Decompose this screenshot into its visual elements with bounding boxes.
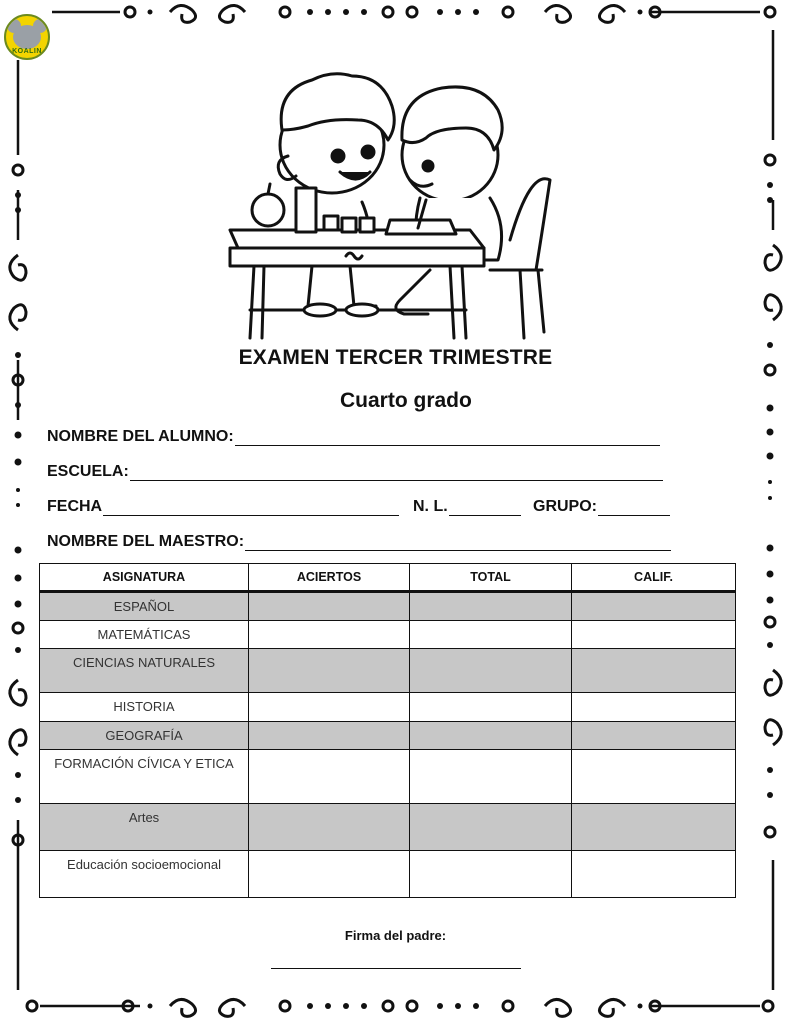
- subject-cell: Educación socioemocional: [40, 851, 249, 898]
- subject-cell: HISTORIA: [40, 693, 249, 722]
- koala-icon: [13, 25, 41, 49]
- total-cell[interactable]: [410, 649, 572, 693]
- school-line[interactable]: [130, 464, 663, 481]
- aciertos-cell[interactable]: [249, 649, 410, 693]
- table-row: [40, 621, 736, 649]
- list-number-line[interactable]: [449, 499, 521, 516]
- subject-cell: CIENCIAS NATURALES: [40, 649, 249, 693]
- total-cell[interactable]: [410, 851, 572, 898]
- table-header-row: [40, 564, 736, 592]
- aciertos-cell[interactable]: [249, 621, 410, 649]
- parent-signature-line[interactable]: [271, 968, 521, 969]
- aciertos-cell[interactable]: [249, 750, 410, 804]
- date-label: FECHA: [47, 498, 103, 515]
- aciertos-cell[interactable]: [249, 592, 410, 621]
- calif-cell[interactable]: [572, 804, 736, 851]
- table-row: [40, 693, 736, 722]
- school-label: ESCUELA:: [47, 463, 129, 480]
- teacher-name-field[interactable]: [47, 533, 671, 551]
- total-cell[interactable]: [410, 693, 572, 722]
- table-row: [40, 592, 736, 621]
- calif-cell[interactable]: [572, 693, 736, 722]
- subject-cell: FORMACIÓN CÍVICA Y ETICA: [40, 750, 249, 804]
- total-cell[interactable]: [410, 804, 572, 851]
- subject-cell: ESPAÑOL: [40, 592, 249, 621]
- group-line[interactable]: [598, 499, 670, 516]
- total-cell[interactable]: [410, 722, 572, 750]
- logo-text: KOALIN: [12, 48, 42, 55]
- student-name-label: NOMBRE DEL ALUMNO:: [47, 428, 234, 445]
- total-cell[interactable]: [410, 621, 572, 649]
- subject-cell: MATEMÁTICAS: [40, 621, 249, 649]
- grade-subtitle: Cuarto grado: [340, 389, 472, 412]
- header-aciertos: ACIERTOS: [249, 564, 410, 592]
- calif-cell[interactable]: [572, 722, 736, 750]
- parent-signature-label: Firma del padre:: [344, 928, 447, 943]
- koala-logo: [4, 14, 50, 60]
- children-at-desk-illustration: [220, 70, 570, 345]
- total-cell[interactable]: [410, 592, 572, 621]
- table-row: [40, 804, 736, 851]
- date-line[interactable]: [103, 499, 399, 516]
- exam-title: EXAMEN TERCER TRIMESTRE: [238, 346, 553, 369]
- header-total: TOTAL: [410, 564, 572, 592]
- group-label: GRUPO:: [533, 498, 597, 515]
- grades-table: [39, 563, 736, 898]
- aciertos-cell[interactable]: [249, 693, 410, 722]
- teacher-name-line[interactable]: [245, 534, 671, 551]
- school-field[interactable]: [47, 463, 663, 481]
- table-row: [40, 750, 736, 804]
- aciertos-cell[interactable]: [249, 851, 410, 898]
- student-name-field[interactable]: [47, 428, 660, 446]
- aciertos-cell[interactable]: [249, 804, 410, 851]
- table-row: [40, 722, 736, 750]
- subject-cell: GEOGRAFÍA: [40, 722, 249, 750]
- aciertos-cell[interactable]: [249, 722, 410, 750]
- table-row: [40, 649, 736, 693]
- list-number-label: N. L.: [413, 498, 448, 515]
- date-field[interactable]: [47, 498, 399, 516]
- calif-cell[interactable]: [572, 851, 736, 898]
- teacher-name-label: NOMBRE DEL MAESTRO:: [47, 533, 245, 550]
- subject-cell: Artes: [40, 804, 249, 851]
- list-number-field[interactable]: [413, 498, 521, 516]
- table-row: [40, 851, 736, 898]
- total-cell[interactable]: [410, 750, 572, 804]
- calif-cell[interactable]: [572, 621, 736, 649]
- student-name-line[interactable]: [235, 429, 660, 446]
- header-asignatura: ASIGNATURA: [40, 564, 249, 592]
- group-field[interactable]: [533, 498, 670, 516]
- calif-cell[interactable]: [572, 592, 736, 621]
- header-calif: CALIF.: [572, 564, 736, 592]
- calif-cell[interactable]: [572, 649, 736, 693]
- calif-cell[interactable]: [572, 750, 736, 804]
